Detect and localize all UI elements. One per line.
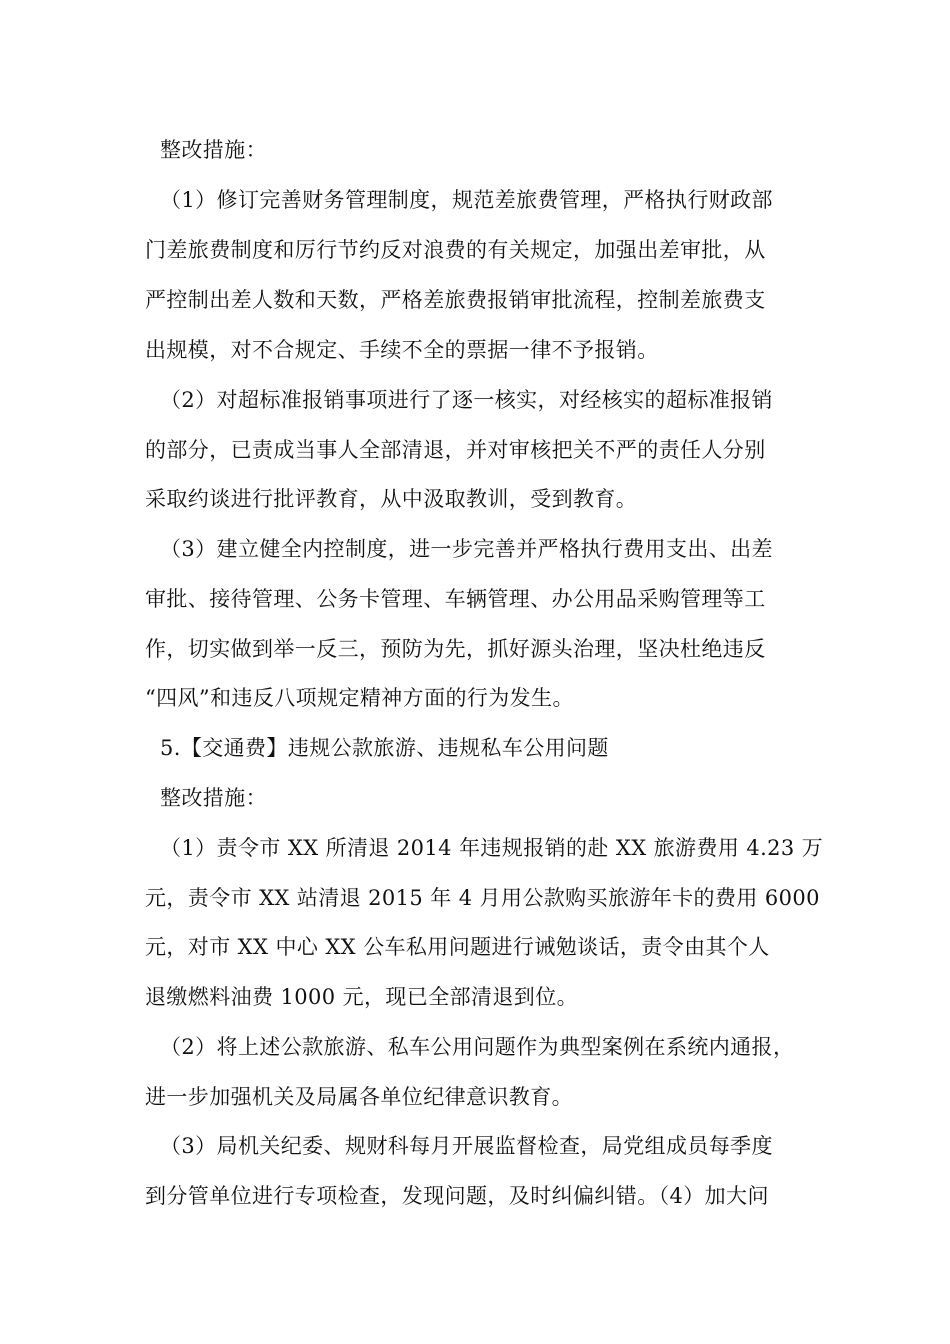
paragraph-line: （2）对超标准报销事项进行了逐一核实，对经核实的超标准报销 [160, 388, 773, 412]
paragraph-line: “四风”和违反八项规定精神方面的行为发生。 [145, 686, 574, 710]
section-heading-rectification: 整改措施： [160, 786, 267, 810]
paragraph-line: 到分管单位进行专项检查，发现问题，及时纠偏纠错。（4）加大问 [145, 1184, 769, 1208]
paragraph-line: 的部分，已责成当事人全部清退，并对审核把关不严的责任人分别 [145, 438, 766, 462]
paragraph-line: 出规模，对不合规定、手续不全的票据一律不予报销。 [145, 338, 659, 362]
paragraph-line: 严控制出差人数和天数，严格差旅费报销审批流程，控制差旅费支 [145, 288, 766, 312]
section-heading-rectification: 整改措施： [160, 138, 267, 162]
paragraph-line: （3）局机关纪委、规财科每月开展监督检查，局党组成员每季度 [160, 1134, 773, 1158]
paragraph-line: （2）将上述公款旅游、私车公用问题作为典型案例在系统内通报， [160, 1035, 795, 1059]
paragraph-line: （1）修订完善财务管理制度，规范差旅费管理，严格执行财政部 [160, 188, 773, 212]
paragraph-line: （3）建立健全内控制度，进一步完善并严格执行费用支出、出差 [160, 537, 773, 561]
paragraph-line: 退缴燃料油费 1000 元，现已全部清退到位。 [145, 985, 578, 1009]
paragraph-line: 元，对市 XX 中心 XX 公车私用问题进行诫勉谈话，责令由其个人 [145, 935, 770, 959]
paragraph-line: 进一步加强机关及局属各单位纪律意识教育。 [145, 1085, 573, 1109]
paragraph-line: 作，切实做到举一反三，预防为先，抓好源头治理，坚决杜绝违反 [145, 637, 766, 661]
paragraph-line: 元，责令市 XX 站清退 2015 年 4 月用公款购买旅游年卡的费用 6000 [145, 886, 820, 910]
paragraph-line: 审批、接待管理、公务卡管理、车辆管理、办公用品采购管理等工 [145, 587, 766, 611]
section-heading-transport: 5.【交通费】违规公款旅游、违规私车公用问题 [160, 736, 609, 760]
paragraph-line: 门差旅费制度和厉行节约反对浪费的有关规定，加强出差审批，从 [145, 238, 766, 262]
paragraph-line: 采取约谈进行批评教育，从中汲取教训，受到教育。 [145, 487, 638, 511]
paragraph-line: （1）责令市 XX 所清退 2014 年违规报销的赴 XX 旅游费用 4.23 万 [160, 836, 824, 860]
